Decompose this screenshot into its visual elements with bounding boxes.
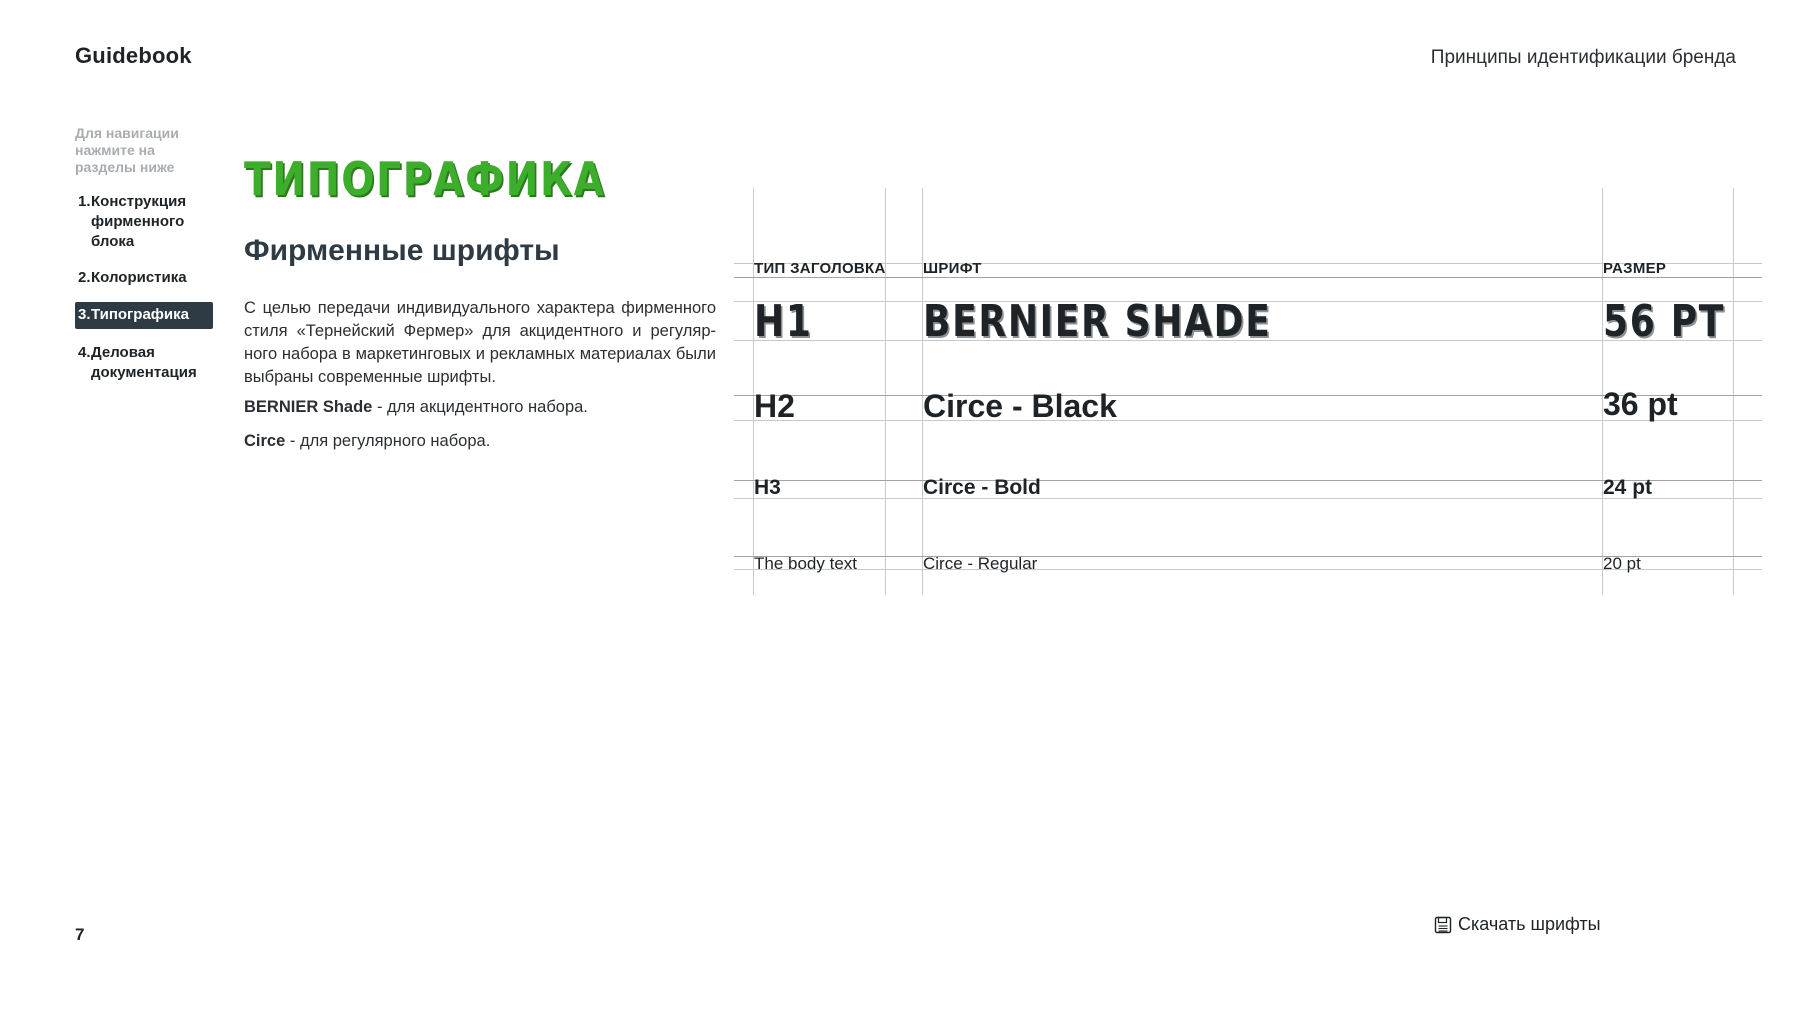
row-h3-type: H3	[754, 476, 781, 499]
nav-item-number: 2.	[78, 269, 91, 286]
nav-item-number: 1.	[78, 193, 91, 210]
row-h3-size: 24 pt	[1603, 476, 1653, 499]
nav-item-label: Типографика	[91, 306, 189, 323]
nav-item-label: Колористика	[91, 269, 187, 286]
floppy-disk-icon	[1434, 916, 1452, 934]
grid-line	[734, 277, 1762, 278]
download-fonts-label: Скачать шрифты	[1458, 914, 1601, 934]
brand-title: Guidebook	[75, 43, 192, 68]
col-header-size: РАЗМЕР	[1603, 260, 1667, 277]
row-h3-font: Circe - Bold	[923, 476, 1041, 499]
nav-item-business-docs[interactable]	[75, 341, 213, 385]
font-note-circe	[244, 432, 490, 451]
nav-item-number: 4.	[78, 344, 91, 361]
font-note-bernier	[244, 398, 588, 417]
font-note-text: - для акцидентного набора.	[372, 398, 588, 416]
nav-item-label: Деловая документация	[91, 344, 197, 381]
row-body-type: The body text	[754, 554, 858, 573]
col-header-type: ТИП ЗАГОЛОВКА	[754, 260, 886, 277]
row-h2-size: 36 pt	[1603, 386, 1678, 422]
page-number: 7	[75, 925, 85, 944]
row-h2-font: Circe - Black	[923, 388, 1117, 424]
font-name-bernier: BERNIER Shade	[244, 398, 373, 416]
nav-item-construction[interactable]	[75, 190, 213, 254]
download-fonts-button[interactable]	[1434, 914, 1601, 935]
nav-item-coloristics[interactable]	[75, 266, 213, 290]
row-h2-type: H2	[754, 388, 795, 424]
col-header-font: ШРИФТ	[923, 260, 982, 277]
row-body-font: Circe - Regular	[923, 554, 1038, 573]
nav-item-label: Конструкция фирменного блока	[91, 193, 187, 250]
row-h1-type: H1	[754, 296, 813, 347]
row-h1-size: 56 PT	[1603, 296, 1726, 347]
type-scale-table	[734, 188, 1762, 595]
font-name-circe: Circe	[244, 432, 286, 450]
intro-paragraph: С целью передачи индивидуального характера фирменного стиля «Тернейский Фермер» для акцидентного и регуляр-ного набора в маркетинговых и рекламных материалах были выбраны современные шрифты.	[244, 299, 716, 386]
section-title: ТИПОГРАФИКА	[244, 152, 606, 206]
grid-line	[1733, 188, 1734, 595]
header-subtitle: Принципы идентификации бренда	[1430, 47, 1736, 68]
row-body-size: 20 pt	[1603, 554, 1641, 573]
nav-item-number: 3.	[78, 306, 91, 323]
row-h1-font: BERNIER SHADE	[923, 296, 1272, 347]
font-note-text: - для регулярного набора.	[285, 432, 491, 450]
nav-item-typography[interactable]	[75, 302, 213, 329]
section-nav	[75, 190, 213, 397]
nav-hint: Для навигации нажмите на разделы ниже	[75, 125, 179, 175]
grid-line	[885, 188, 886, 595]
subsection-title: Фирменные шрифты	[244, 234, 560, 267]
